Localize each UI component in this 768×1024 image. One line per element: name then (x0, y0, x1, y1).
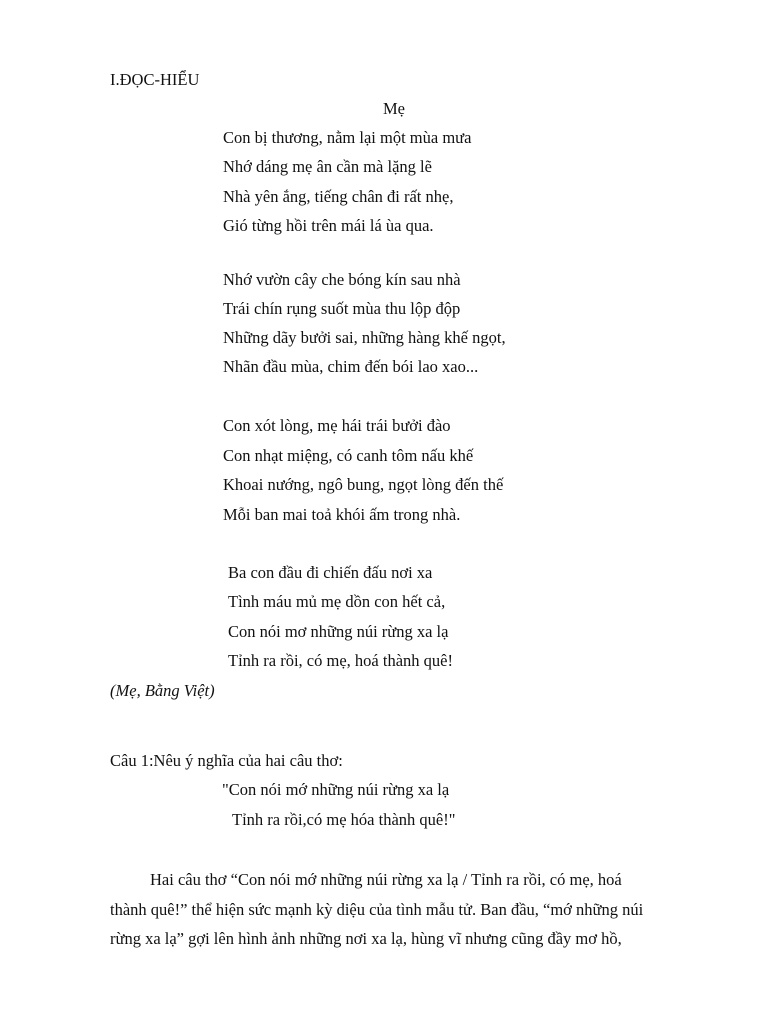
poem-line: Trái chín rụng suốt mùa thu lộp độp (223, 299, 461, 318)
poem-line: Con xót lòng, mẹ hái trái bưởi đào (223, 416, 451, 435)
answer-paragraph (110, 865, 700, 954)
section-heading: I.ĐỌC-HIỂU (110, 70, 200, 89)
poem-line: Con bị thương, nằm lại một mùa mưa (223, 128, 472, 147)
answer-line: thành quê!” thể hiện sức mạnh kỳ diệu của tình mẫu tử. Ban đầu, “mớ những núi (110, 899, 644, 919)
answer-line: rừng xa lạ” gợi lên hình ảnh những nơi xa lạ, hùng vĩ nhưng cũng đầy mơ hồ, (110, 929, 622, 948)
poem-line: Mỗi ban mai toả khói ấm trong nhà. (223, 505, 461, 524)
question-quote-line: "Con nói mớ những núi rừng xa lạ (222, 780, 450, 799)
question-prompt: Câu 1:Nêu ý nghĩa của hai câu thơ: (110, 751, 343, 770)
poem-line: Con nhạt miệng, có canh tôm nấu khế (223, 446, 474, 465)
poem-line: Tình máu mủ mẹ dồn con hết cả, (228, 592, 446, 611)
poem-line: Khoai nướng, ngô bung, ngọt lòng đến thế (223, 475, 504, 494)
poem-line: Nhớ dáng mẹ ân cần mà lặng lẽ (223, 157, 432, 176)
poem-line: Những dãy bưởi sai, những hàng khế ngọt, (223, 328, 506, 347)
poem-line: Nhớ vườn cây che bóng kín sau nhà (223, 270, 461, 289)
poem-source: (Mẹ, Bằng Việt) (110, 681, 215, 700)
question-quote-line: Tỉnh ra rồi,có mẹ hóa thành quê!" (232, 810, 456, 829)
poem-title: Mẹ (383, 99, 405, 118)
poem-line: Con nói mơ những núi rừng xa lạ (228, 622, 449, 641)
poem-line: Nhãn đầu mùa, chim đến bói lao xao... (223, 357, 479, 376)
poem-line: Nhà yên ắng, tiếng chân đi rất nhẹ, (223, 187, 454, 206)
poem-line: Gió từng hồi trên mái lá ùa qua. (223, 216, 434, 235)
poem-line: Tỉnh ra rồi, có mẹ, hoá thành quê! (228, 651, 453, 670)
answer-line: Hai câu thơ “Con nói mớ những núi rừng xa lạ / Tỉnh ra rồi, có mẹ, hoá (150, 870, 622, 889)
poem-line: Ba con đầu đi chiến đấu nơi xa (228, 563, 433, 582)
